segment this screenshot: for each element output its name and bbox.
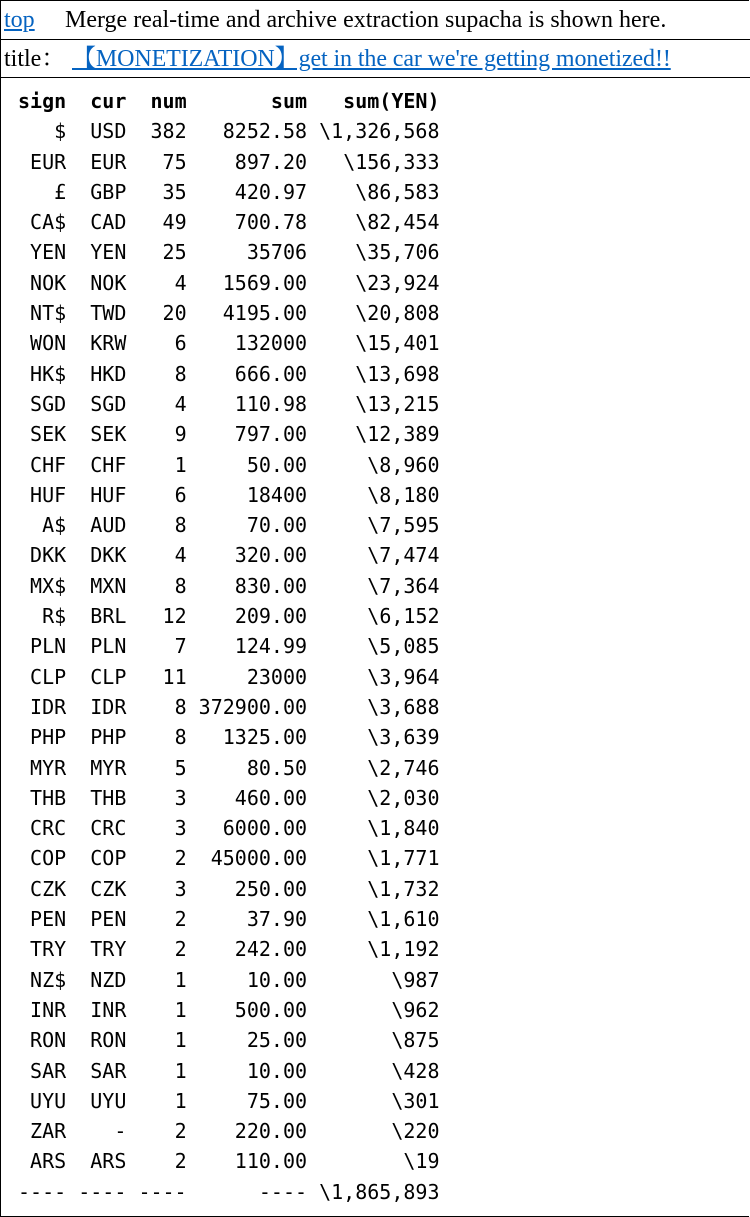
cell-sign: COP (30, 846, 67, 871)
table-row (18, 692, 440, 722)
cell-sign: RON (30, 1028, 67, 1053)
cell-sign: WON (30, 331, 67, 356)
cell-sum-yen: \5,085 (367, 634, 440, 659)
table-row (18, 662, 440, 692)
cell-sum: 25.00 (246, 1028, 308, 1053)
table-row (18, 753, 440, 783)
cell-sign: CLP (30, 664, 67, 689)
cell-cur: CAD (90, 210, 127, 235)
cell-num: 4 (174, 543, 187, 568)
cell-sum: 110.98 (234, 391, 308, 416)
table-total-row (18, 1177, 440, 1207)
cell-cur: PLN (90, 634, 127, 659)
cell-sign: DKK (30, 543, 67, 568)
cell-sign: R$ (42, 604, 67, 629)
table-row (18, 480, 440, 510)
cell-sum-yen: \1,732 (367, 876, 440, 901)
cell-sign: SGD (30, 391, 67, 416)
table-row (18, 1056, 440, 1086)
cell-sign: CHF (30, 452, 67, 477)
table-row (18, 328, 440, 358)
cell-sign: CA$ (30, 210, 67, 235)
cell-sign: SEK (30, 422, 67, 447)
cell-sign: PEN (30, 907, 67, 932)
cell-cur: THB (90, 785, 127, 810)
cell-num: 35 (162, 179, 187, 204)
cell-num: num (150, 89, 187, 113)
cell-sign: ---- (18, 1179, 67, 1204)
cell-sum: 10.00 (246, 1058, 308, 1083)
cell-cur: PEN (90, 907, 127, 932)
cell-cur: KRW (90, 331, 127, 356)
cell-num: 1 (174, 1088, 187, 1113)
cell-sum-yen: \86,583 (355, 179, 440, 204)
cell-sign: HUF (30, 482, 67, 507)
cell-cur: TWD (90, 301, 127, 326)
cell-cur: SAR (90, 1058, 127, 1083)
cell-sum: 420.97 (234, 179, 308, 204)
cell-sum-yen: \1,326,568 (319, 119, 440, 144)
cell-sum: 4195.00 (222, 301, 308, 326)
cell-num: 382 (150, 119, 187, 144)
cell-cur: CZK (90, 876, 127, 901)
table-row (18, 116, 440, 146)
table-row (18, 510, 440, 540)
cell-sum-yen: \20,808 (355, 301, 440, 326)
cell-sum-yen: \15,401 (355, 331, 440, 356)
cell-sign: NT$ (30, 301, 67, 326)
nav-row (0, 0, 750, 40)
cell-sign: NZ$ (30, 967, 67, 992)
cell-sum-yen: \1,771 (367, 846, 440, 871)
cell-num: 3 (174, 785, 187, 810)
cell-sum: 320.00 (234, 543, 308, 568)
table-row (18, 450, 440, 480)
cell-sum-yen: \156,333 (343, 149, 440, 174)
cell-sign: SAR (30, 1058, 67, 1083)
cell-sum: 124.99 (234, 634, 308, 659)
cell-cur: IDR (90, 694, 127, 719)
cell-cur: NZD (90, 967, 127, 992)
cell-sign: HK$ (30, 361, 67, 386)
cell-sum-yen: \1,865,893 (319, 1179, 440, 1204)
table-row (18, 237, 440, 267)
cell-sum-yen: \35,706 (355, 240, 440, 265)
cell-sum-yen: \301 (391, 1088, 440, 1113)
cell-cur: SGD (90, 391, 127, 416)
cell-num: 12 (162, 604, 187, 629)
cell-sign: ARS (30, 1149, 67, 1174)
cell-num: 5 (174, 755, 187, 780)
title-row (0, 40, 750, 78)
cell-cur: cur (90, 89, 127, 113)
cell-sum-yen: \7,364 (367, 573, 440, 598)
cell-sum: 242.00 (234, 937, 308, 962)
cell-sign: ZAR (30, 1119, 67, 1144)
cell-num: 8 (174, 513, 187, 538)
cell-sign: CRC (30, 816, 67, 841)
cell-sum: 666.00 (234, 361, 308, 386)
table-row (18, 540, 440, 570)
cell-sign: TRY (30, 937, 67, 962)
cell-sum: 209.00 (234, 604, 308, 629)
cell-sum-yen: \2,030 (367, 785, 440, 810)
table-row (18, 268, 440, 298)
cell-sum-yen: \8,960 (367, 452, 440, 477)
cell-sum-yen: \3,639 (367, 725, 440, 750)
cell-sum: 132000 (234, 331, 308, 356)
table-row (18, 904, 440, 934)
cell-sum-yen: \1,610 (367, 907, 440, 932)
cell-cur: CRC (90, 816, 127, 841)
cell-num: 1 (174, 1058, 187, 1083)
title-label: title： (4, 46, 66, 72)
cell-sign: PHP (30, 725, 67, 750)
cell-cur: DKK (90, 543, 127, 568)
cell-cur: HKD (90, 361, 127, 386)
cell-num: 2 (174, 846, 187, 871)
cell-num: 8 (174, 694, 187, 719)
cell-sum: 220.00 (234, 1119, 308, 1144)
cell-sum: 75.00 (246, 1088, 308, 1113)
cell-sum: 460.00 (234, 785, 308, 810)
cell-num: 8 (174, 361, 187, 386)
cell-sign: MYR (30, 755, 67, 780)
cell-num: 8 (174, 573, 187, 598)
cell-num: 6 (174, 482, 187, 507)
cell-sum-yen: \7,474 (367, 543, 440, 568)
cell-cur: BRL (90, 604, 127, 629)
cell-num: 20 (162, 301, 187, 326)
table-row (18, 419, 440, 449)
cell-num: 3 (174, 816, 187, 841)
cell-num: 25 (162, 240, 187, 265)
cell-sum: 250.00 (234, 876, 308, 901)
cell-sign: IDR (30, 694, 67, 719)
cell-sum-yen: \220 (391, 1119, 440, 1144)
cell-cur: GBP (90, 179, 127, 204)
cell-sign: PLN (30, 634, 67, 659)
table-row (18, 1086, 440, 1116)
table-row (18, 843, 440, 873)
cell-sign: £ (54, 179, 67, 204)
table-row (18, 874, 440, 904)
cell-sum: 797.00 (234, 422, 308, 447)
cell-sum: 80.50 (246, 755, 308, 780)
table-row (18, 1025, 440, 1055)
cell-sum: 700.78 (234, 210, 308, 235)
cell-sum-yen: \7,595 (367, 513, 440, 538)
cell-sign: $ (54, 119, 67, 144)
cell-sum: 110.00 (234, 1149, 308, 1174)
cell-sign: MX$ (30, 573, 67, 598)
cell-sum: 18400 (246, 482, 308, 507)
cell-sum: 50.00 (246, 452, 308, 477)
cell-sum-yen: \6,152 (367, 604, 440, 629)
cell-num: 2 (174, 937, 187, 962)
cell-cur: UYU (90, 1088, 127, 1113)
cell-sum: 35706 (246, 240, 308, 265)
cell-cur: RON (90, 1028, 127, 1053)
cell-sum-yen: \23,924 (355, 270, 440, 295)
currency-summary-table (18, 86, 440, 1207)
table-row (18, 359, 440, 389)
cell-sign: A$ (42, 513, 67, 538)
cell-sign: sign (18, 89, 67, 113)
cell-cur: - (114, 1119, 127, 1144)
cell-sum-yen: \13,215 (355, 391, 440, 416)
cell-sum: 10.00 (246, 967, 308, 992)
cell-sum-yen: \875 (391, 1028, 440, 1053)
cell-sum: 8252.58 (222, 119, 308, 144)
cell-num: 2 (174, 1119, 187, 1144)
cell-sign: INR (30, 997, 67, 1022)
cell-sum-yen: \8,180 (367, 482, 440, 507)
cell-sign: CZK (30, 876, 67, 901)
cell-num: 49 (162, 210, 187, 235)
cell-cur: HUF (90, 482, 127, 507)
cell-sign: EUR (30, 149, 67, 174)
cell-sum-yen: \987 (391, 967, 440, 992)
cell-sign: UYU (30, 1088, 67, 1113)
cell-cur: YEN (90, 240, 127, 265)
cell-sum: sum (270, 89, 308, 113)
table-row (18, 207, 440, 237)
table-row (18, 813, 440, 843)
cell-cur: NOK (90, 270, 127, 295)
cell-num: 2 (174, 907, 187, 932)
cell-num: 7 (174, 634, 187, 659)
cell-cur: USD (90, 119, 127, 144)
cell-sum-yen: \3,688 (367, 694, 440, 719)
table-row (18, 298, 440, 328)
cell-cur: EUR (90, 149, 127, 174)
cell-num: 9 (174, 422, 187, 447)
table-row (18, 601, 440, 631)
cell-sum-yen: \962 (391, 997, 440, 1022)
table-row (18, 965, 440, 995)
cell-sum: 1569.00 (222, 270, 308, 295)
cell-cur: INR (90, 997, 127, 1022)
cell-sum: 6000.00 (222, 816, 308, 841)
cell-cur: TRY (90, 937, 127, 962)
table-row (18, 783, 440, 813)
cell-cur: ARS (90, 1149, 127, 1174)
cell-sum-yen: \3,964 (367, 664, 440, 689)
cell-num: 6 (174, 331, 187, 356)
table-row (18, 995, 440, 1025)
cell-sum: 23000 (246, 664, 308, 689)
cell-sum: 70.00 (246, 513, 308, 538)
cell-cur: COP (90, 846, 127, 871)
cell-num: 8 (174, 725, 187, 750)
cell-sum: 1325.00 (222, 725, 308, 750)
cell-sum: 37.90 (246, 907, 308, 932)
cell-sum: 830.00 (234, 573, 308, 598)
cell-num: 2 (174, 1149, 187, 1174)
cell-sum-yen: sum(YEN) (343, 89, 440, 113)
table-row (18, 389, 440, 419)
cell-sum-yen: \13,698 (355, 361, 440, 386)
table-row (18, 177, 440, 207)
table-row (18, 1146, 440, 1176)
cell-num: 1 (174, 967, 187, 992)
page-description: Merge real-time and archive extraction supacha is shown here. (65, 7, 667, 33)
cell-num: 1 (174, 997, 187, 1022)
cell-num: 1 (174, 452, 187, 477)
cell-sign: NOK (30, 270, 67, 295)
table-header (18, 86, 440, 116)
cell-sum: 897.20 (234, 149, 308, 174)
cell-sum-yen: \12,389 (355, 422, 440, 447)
cell-sign: YEN (30, 240, 67, 265)
cell-sum-yen: \82,454 (355, 210, 440, 235)
cell-sum-yen: \19 (403, 1149, 440, 1174)
table-row (18, 1116, 440, 1146)
cell-sum-yen: \1,192 (367, 937, 440, 962)
cell-sum-yen: \428 (391, 1058, 440, 1083)
cell-cur: AUD (90, 513, 127, 538)
cell-sum-yen: \1,840 (367, 816, 440, 841)
cell-sum: 45000.00 (210, 846, 308, 871)
cell-num: 4 (174, 270, 187, 295)
table-row (18, 571, 440, 601)
cell-sign: THB (30, 785, 67, 810)
cell-cur: CHF (90, 452, 127, 477)
table-row (18, 631, 440, 661)
cell-sum: ---- (258, 1179, 308, 1204)
cell-cur: MYR (90, 755, 127, 780)
cell-cur: ---- (78, 1179, 127, 1204)
cell-num: 11 (162, 664, 187, 689)
cell-cur: CLP (90, 664, 127, 689)
cell-sum: 372900.00 (198, 694, 308, 719)
top-link[interactable]: top (4, 7, 35, 33)
cell-sum-yen: \2,746 (367, 755, 440, 780)
video-title-link[interactable]: 【MONETIZATION】get in the car we're getting monetized!! (72, 46, 671, 72)
cell-num: ---- (138, 1179, 187, 1204)
table-row (18, 147, 440, 177)
table-row (18, 934, 440, 964)
cell-sum: 500.00 (234, 997, 308, 1022)
cell-num: 1 (174, 1028, 187, 1053)
cell-num: 4 (174, 391, 187, 416)
cell-num: 3 (174, 876, 187, 901)
cell-cur: SEK (90, 422, 127, 447)
cell-cur: MXN (90, 573, 127, 598)
cell-cur: PHP (90, 725, 127, 750)
cell-num: 75 (162, 149, 187, 174)
table-row (18, 722, 440, 752)
